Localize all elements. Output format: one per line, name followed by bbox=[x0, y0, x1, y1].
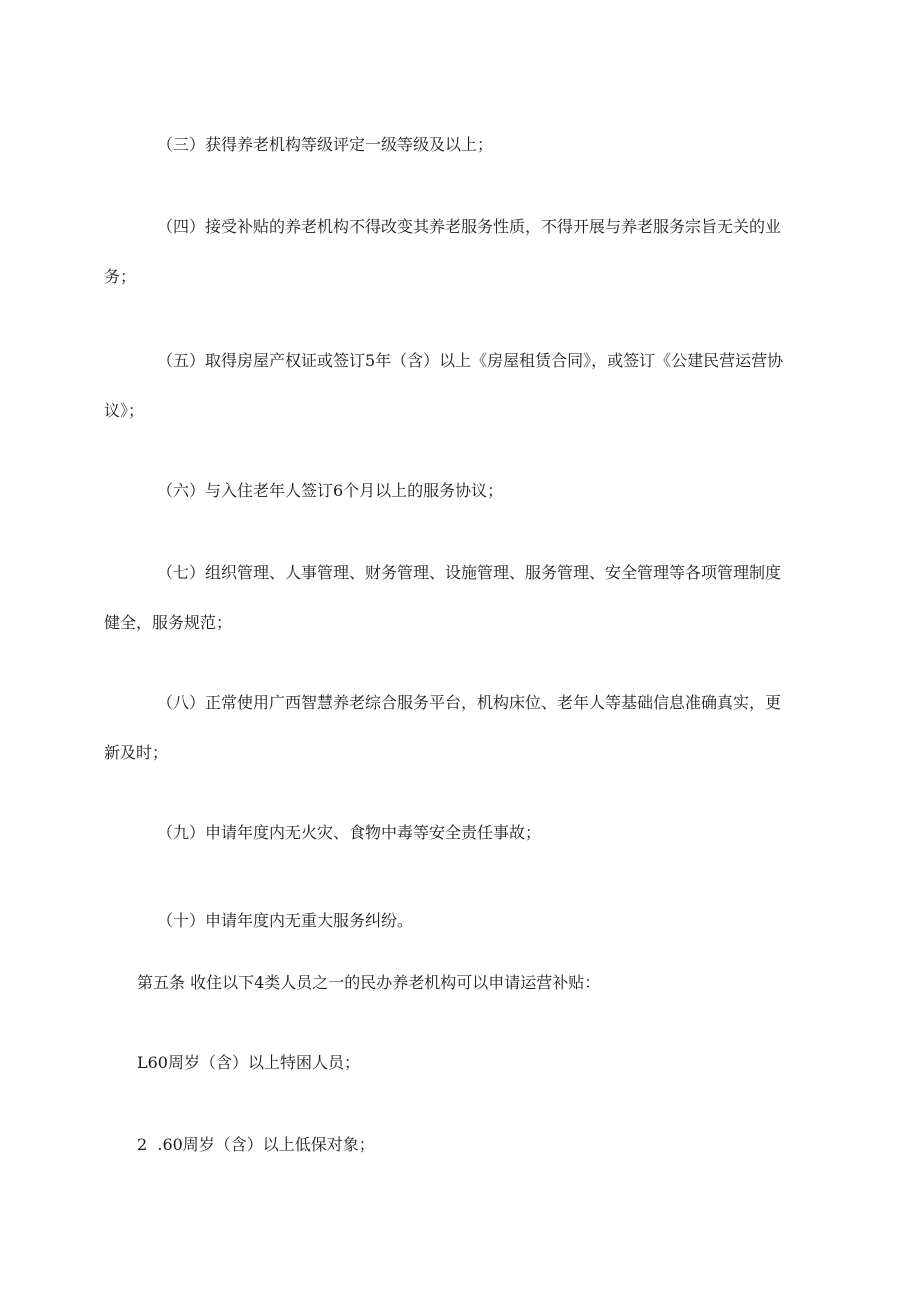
article-5-heading: 第五条 收住以下4类人员之一的民办养老机构可以申请运营补贴： bbox=[137, 973, 601, 992]
clause-4-line1: （四）接受补贴的养老机构不得改变其养老服务性质，不得开展与养老服务宗旨无关的业 bbox=[157, 217, 782, 236]
list-item-2: 2 .60周岁（含）以上低保对象； bbox=[137, 1135, 375, 1154]
clause-5-line1: （五）取得房屋产权证或签订5年（含）以上《房屋租赁合同》，或签订《公建民营运营协 bbox=[157, 351, 784, 370]
clause-9: （九）申请年度内无火灾、食物中毒等安全责任事故； bbox=[157, 823, 542, 842]
clause-5-line2: 议》； bbox=[104, 401, 145, 420]
clause-8-line1: （八）正常使用广西智慧养老综合服务平台，机构床位、老年人等基础信息准确真实，更 bbox=[157, 693, 782, 712]
clause-4-line2: 务； bbox=[104, 267, 137, 286]
list-item-1: L60周岁（含）以上特困人员； bbox=[137, 1053, 360, 1072]
clause-8-line2: 新及时； bbox=[104, 743, 169, 762]
clause-3: （三）获得养老机构等级评定一级等级及以上； bbox=[157, 135, 494, 154]
clause-7-line2: 健全，服务规范； bbox=[104, 613, 233, 632]
clause-10: （十）申请年度内无重大服务纠纷。 bbox=[157, 911, 414, 930]
clause-6: （六）与入住老年人签订6个月以上的服务协议； bbox=[157, 481, 504, 500]
clause-7-line1: （七）组织管理、人事管理、财务管理、设施管理、服务管理、安全管理等各项管理制度 bbox=[157, 563, 782, 582]
